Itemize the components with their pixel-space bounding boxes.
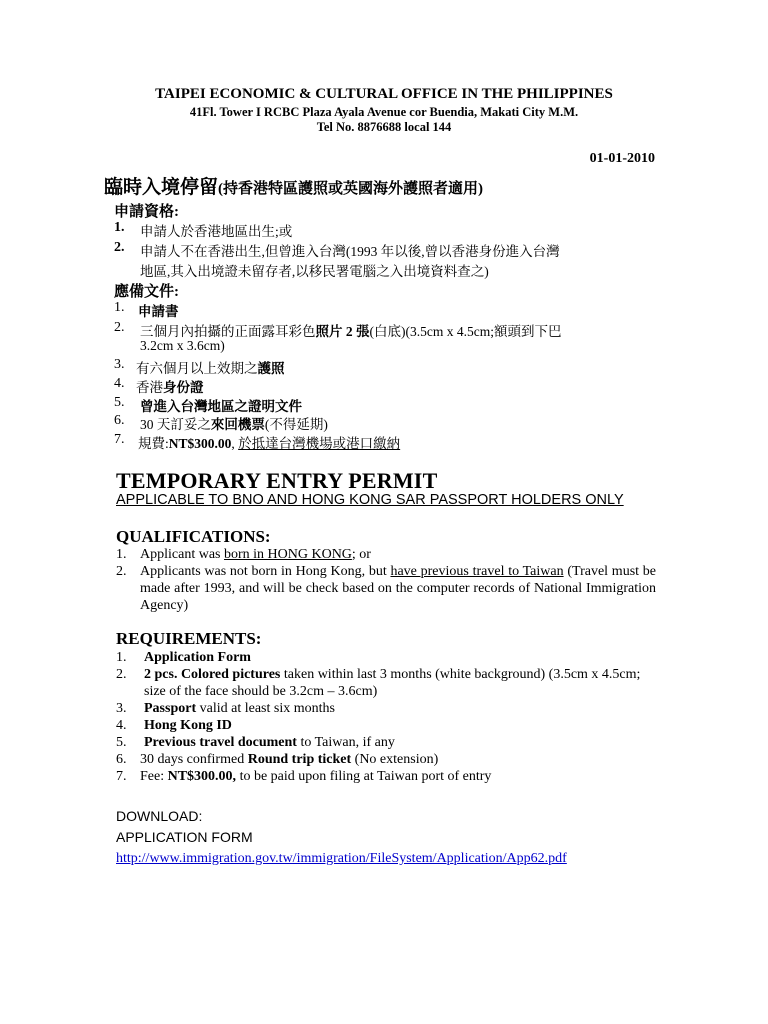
en-req-2-bold: 2 pcs. Colored pictures — [144, 667, 281, 682]
zh-req-6-pre: 30 天訂妥之 — [140, 417, 211, 432]
zh-req-7-pre: 規費: — [138, 436, 169, 451]
en-req-7-bold: NT$300.00, — [167, 769, 237, 784]
en-req-num-5: 5. — [116, 735, 127, 750]
zh-req-7-mid: , — [231, 436, 235, 451]
en-qual-1-pre: Applicant was — [140, 547, 224, 562]
en-req-num-7: 7. — [116, 769, 127, 784]
zh-req-6-bold: 來回機票 — [210, 417, 265, 432]
zh-req-num-5: 5. — [114, 395, 125, 410]
en-req-num-3: 3. — [116, 701, 127, 716]
zh-req-4 — [136, 376, 204, 396]
org-name: TAIPEI ECONOMIC & CULTURAL OFFICE IN THE PHILIPPINES — [155, 86, 613, 102]
en-qual-2 — [116, 563, 656, 614]
en-qual-2-underlined: have previous travel to Taiwan — [390, 564, 564, 579]
en-req-6-bold: Round trip ticket — [247, 752, 352, 767]
en-req-1-text: Application Form — [144, 650, 251, 665]
office-address: 41Fl. Tower I RCBC Plaza Ayala Avenue cor Buendia, Makati City M.M. — [189, 105, 579, 119]
zh-req-3 — [136, 357, 285, 377]
en-req-3-bold: Passport — [144, 701, 197, 716]
zh-req-3-bold: 護照 — [257, 361, 285, 376]
zh-title-main: 臨時入境停留 — [104, 177, 219, 198]
zh-req-4-pre: 香港 — [136, 380, 163, 395]
en-qual-1-post: ; or — [351, 547, 371, 562]
application-form-label: APPLICATION FORM — [116, 829, 253, 845]
zh-title-sub: (持香港特區護照或英國海外護照者適用) — [218, 181, 484, 197]
zh-req-7 — [138, 432, 400, 452]
en-qual-1 — [116, 546, 656, 563]
zh-qual-num-1: 1. — [114, 220, 125, 235]
en-requirements-heading: REQUIREMENTS: — [116, 629, 262, 648]
en-qual-2-pre: Applicants was not born in Hong Kong, but — [140, 564, 391, 579]
en-req-4-text: Hong Kong ID — [144, 718, 232, 733]
office-tel: Tel No. 8876688 local 144 — [316, 120, 452, 134]
en-req-5 — [116, 734, 656, 751]
en-qualifications-heading: QUALIFICATIONS: — [116, 527, 271, 546]
zh-qual-2b: 地區,其入出境證未留存者,以移民署電腦之入出境資料查之) — [140, 264, 489, 279]
en-req-num-2: 2. — [116, 667, 127, 682]
zh-req-7-underlined: 於抵達台灣機場或港口繳納 — [238, 436, 401, 451]
zh-req-5: 曾進入台灣地區之證明文件 — [140, 399, 302, 414]
zh-req-6 — [140, 413, 328, 433]
en-qual-2-post: (Travel must be made after 1993, and will be check based on the computer records of National Immigration Agency) — [140, 564, 656, 613]
zh-req-num-2: 2. — [114, 320, 125, 335]
en-req-num-4: 4. — [116, 718, 127, 733]
application-form-link[interactable]: http://www.immigration.gov.tw/immigration/FileSystem/Application/App62.pdf — [116, 851, 567, 866]
document-date: 01-01-2010 — [589, 151, 655, 166]
en-req-6-post: (No extension) — [351, 752, 439, 767]
en-req-5-rest: to Taiwan, if any — [296, 735, 395, 750]
en-req-2 — [116, 666, 656, 700]
zh-req-num-6: 6. — [114, 413, 125, 428]
en-req-3 — [116, 700, 656, 717]
zh-req-num-3: 3. — [114, 357, 125, 372]
zh-req-2a-pre: 三個月內拍攝的正面露耳彩色 — [140, 324, 316, 339]
zh-req-3-pre: 有六個月以上效期之 — [136, 361, 258, 376]
en-req-num-6: 6. — [116, 752, 127, 767]
zh-req-7-bold: NT$300.00 — [168, 436, 232, 451]
en-qual-1-underlined: born in HONG KONG — [223, 547, 352, 562]
zh-title — [104, 172, 483, 199]
zh-req-num-7: 7. — [114, 432, 125, 447]
en-req-3-rest: valid at least six months — [196, 701, 335, 716]
zh-req-num-4: 4. — [114, 376, 125, 391]
zh-req-2b: 3.2cm x 3.6cm) — [140, 338, 225, 353]
en-title: TEMPORARY ENTRY PERMIT — [116, 468, 438, 493]
en-qual-num-2: 2. — [116, 564, 127, 579]
en-req-7-post: to be paid upon filing at Taiwan port of entry — [236, 769, 492, 784]
en-req-5-bold: Previous travel document — [144, 735, 297, 750]
zh-req-num-1: 1. — [114, 300, 125, 315]
en-req-num-1: 1. — [116, 650, 127, 665]
zh-qual-2a: 申請人不在香港出生,但曾進入台灣(1993 年以後,曾以香港身份進入台灣 — [140, 244, 560, 259]
en-req-6 — [116, 751, 656, 768]
zh-req-2a-post: (白底)(3.5cm x 4.5cm;額頭到下巴 — [369, 324, 562, 339]
en-req-6-pre: 30 days confirmed — [140, 752, 248, 767]
zh-qual-1: 申請人於香港地區出生;或 — [140, 224, 293, 239]
en-req-2-rest: taken within last 3 months (white background) (3.5cm x 4.5cm; size of the face should be 3.2cm – 3.6cm) — [144, 667, 641, 699]
en-req-4 — [116, 717, 656, 734]
en-qual-num-1: 1. — [116, 547, 127, 562]
zh-qual-num-2: 2. — [114, 240, 125, 255]
zh-req-1: 申請書 — [138, 304, 179, 319]
zh-req-4-bold: 身份證 — [163, 380, 204, 395]
zh-req-2a-bold: 照片 2 張 — [315, 324, 370, 339]
en-req-1 — [116, 649, 656, 666]
zh-req-2a — [140, 320, 561, 340]
zh-qualifications-heading: 申請資格: — [114, 204, 179, 220]
zh-req-6-post: (不得延期) — [264, 417, 328, 432]
en-subtitle: APPLICABLE TO BNO AND HONG KONG SAR PASSPORT HOLDERS ONLY — [116, 492, 624, 508]
zh-requirements-heading: 應備文件: — [114, 284, 179, 300]
en-req-7-pre: Fee: — [140, 769, 168, 784]
en-req-7 — [116, 768, 656, 785]
download-label: DOWNLOAD: — [116, 808, 203, 824]
